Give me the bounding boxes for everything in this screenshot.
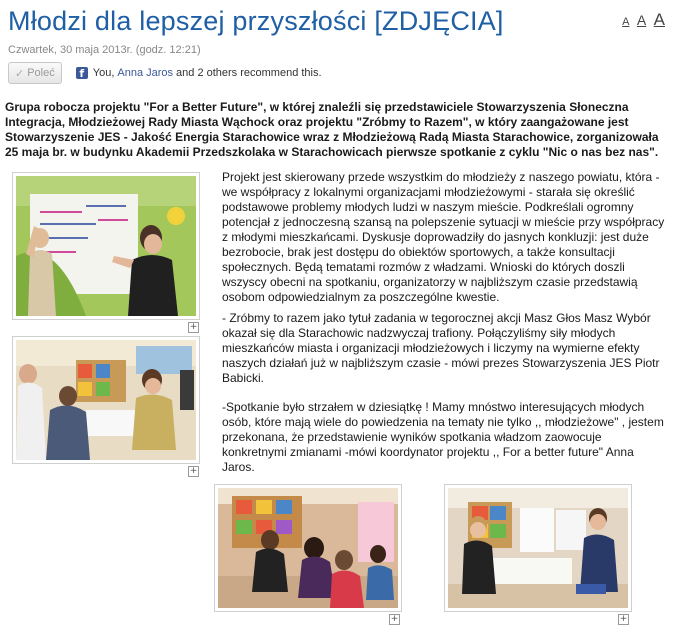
- like-suffix: and 2 others recommend this.: [176, 67, 322, 79]
- photo-whiteboard[interactable]: [12, 172, 200, 332]
- check-icon: ✓: [15, 67, 25, 80]
- photo-classroom-image: [16, 340, 196, 460]
- article-date: Czwartek, 30 maja 2013r. (godz. 12:21): [8, 44, 201, 56]
- photo-whiteboard-image: [16, 176, 196, 316]
- article-body: [222, 170, 668, 481]
- font-size-large-link[interactable]: A: [653, 10, 665, 29]
- font-size-medium-link[interactable]: A: [636, 12, 647, 28]
- font-size-selector: [619, 10, 665, 30]
- facebook-icon: f: [76, 67, 88, 79]
- font-size-small-link[interactable]: A: [622, 16, 630, 28]
- like-button[interactable]: [8, 62, 62, 84]
- facebook-like-bar: [8, 62, 322, 84]
- photo-group-floor[interactable]: [214, 484, 402, 624]
- photo-pair-floor-zoom-icon[interactable]: +: [619, 614, 628, 624]
- photo-group-floor-zoom-icon[interactable]: +: [390, 614, 399, 624]
- article-paragraph: -Spotkanie było strzałem w dziesiątkę ! Mamy mnóstwo interesujących młodych osób, które mają wiele do powiedzenia na tematy nie tylko ,, młodzieżowe" , jestem przekonana, że przedstawienie wyników spotkania władzom zaowocuje konkretnymi zmianami -mówi koordynator projektu ,, For a better future" Anna Jaros.: [222, 400, 664, 474]
- photo-classroom-zoom-icon[interactable]: +: [189, 466, 198, 476]
- like-button-label: Poleć: [27, 67, 55, 79]
- photo-whiteboard-zoom-icon[interactable]: +: [189, 322, 198, 332]
- article-title: Młodzi dla lepszej przyszłości [ZDJĘCIA]: [8, 6, 504, 36]
- like-prefix: You,: [92, 67, 115, 79]
- article-paragraph: - Zróbmy to razem jako tytuł zadania w tegorocznej akcji Masz Głos Masz Wybór okazał się dla Starachowic nadzwyczaj trafiony. Połączyliśmy siły młodych mieszkańców miasta i organizacji młodzieżowych i liczymy na wymierne efekty naszych działań już w najbliższym czasie - mówi prezes Stowarzyszenia JES Piotr Babicki.: [222, 311, 660, 385]
- article-paragraph: Projekt jest skierowany przede wszystkim do młodzieży z naszego powiatu, która - we współpracy z lokalnymi organizacjami młodzieżowymi - starała się określić podstawowe problemy młodych ludzi w naszym mieście. Podkreślali ogromny potencjał z jednoczesną szansą na polepszenie sytuacji w mieście przy współpracy z młodymi mieszkańcami. Dyskusje doprowadziły do jasnych konkluzji: jest duże bezrobocie, brak jest dostępu do obiektów sportowych, a także konsultacji społecznych. Będą tematami rozmów z władzami. Wnioski do których doszli wszyscy obecni na spotkaniu, organizatorzy w najbliższym czasie przedstawią osobom odpowiedzialnym za poszczególne kwestie.: [222, 170, 665, 304]
- article-lead: Grupa robocza projektu "For a Better Future", w której znaleźli się przedstawiciele Stowarzyszenia Słoneczna Integracja, Młodzieżowej Rady Miasta Wąchock oraz projektu "Zróbmy to Razem", w który zaangażowane jest Stowarzyszenie JES - Jakość Energia Starachowice wraz z Młodzieżową Radą Miasta Starachowice, zorganizowała 25 maja br. w budynku Akademii Przedszkolaka w Starachowicach pierwsze spotkanie z cyklu "Nic o nas bez nas".: [5, 100, 659, 159]
- photo-pair-floor[interactable]: [444, 484, 632, 624]
- photo-group-floor-image: [218, 488, 398, 608]
- like-person-link[interactable]: Anna Jaros: [117, 67, 174, 79]
- photo-classroom[interactable]: [12, 336, 200, 476]
- photo-pair-floor-image: [448, 488, 628, 608]
